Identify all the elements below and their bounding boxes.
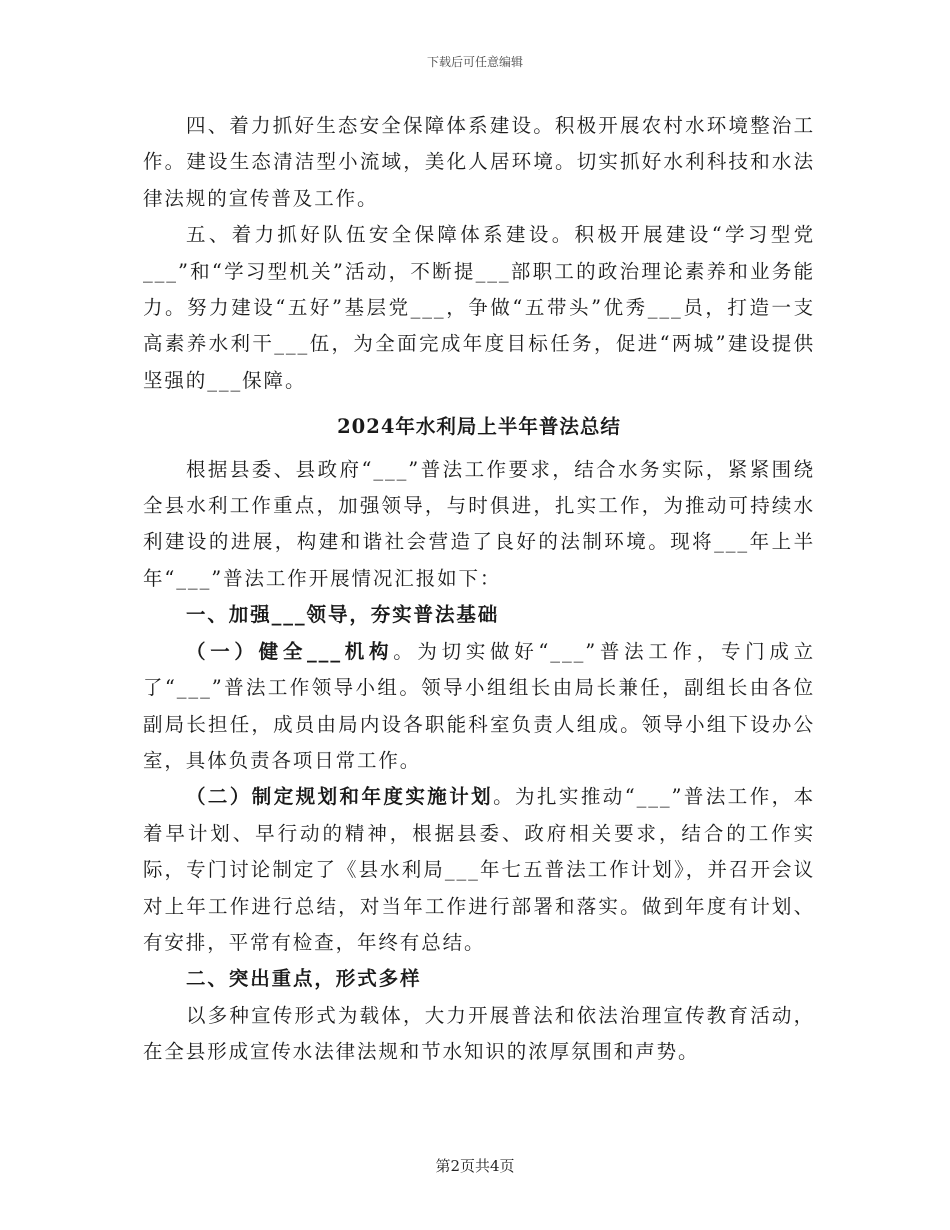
page-header: 下载后可任意编辑 <box>426 55 523 69</box>
section-heading-2: 二、突出重点，形式多样 <box>186 967 422 991</box>
paragraph-plan-text: 。为扎实推动“___”普法工作，本着早计划、早行动的精神，根据县委、政府相关要求，结合的工作实际，专门讨论制定了《县水利局___年七五普法工作计划》，并召开会议对上年工作进行总结，对当年工作进行部署和落实。做到年度有计划、有安排，平常有检查，年终有总结。 <box>143 785 815 954</box>
section-heading-1: 一、加强___领导，夯实普法基础 <box>186 603 500 627</box>
subheading-plan: （二）制定规划和年度实施计划 <box>186 785 494 809</box>
paragraph-intro: 根据县委、县政府“___”普法工作要求，结合水务实际，紧紧围绕全县水利工作重点，加强领导，与时俱进，扎实工作，为推动可持续水利建设的进展，构建和谐社会营造了良好的法制环境。现将___年上半年“___”普法工作开展情况汇报如下： <box>143 457 815 590</box>
paragraph-organization <box>143 634 815 780</box>
document-title: 2024年水利局上半年普法总结 <box>337 415 621 439</box>
paragraph-ecology: 四、着力抓好生态安全保障体系建设。积极开展农村水环境整治工作。建设生态清洁型小流域，美化人居环境。切实抓好水利科技和水法律法规的宣传普及工作。 <box>143 114 815 210</box>
paragraph-publicity: 以多种宣传形式为载体，大力开展普法和依法治理宣传教育活动，在全县形成宣传水法律法规和节水知识的浓厚氛围和声势。 <box>143 1003 815 1064</box>
document-body <box>143 108 815 1071</box>
paragraph-plan <box>143 779 815 961</box>
page-footer: 第2页共4页 <box>435 1157 515 1175</box>
paragraph-team: 五、着力抓好队伍安全保障体系建设。积极开展建设“学习型党___”和“学习型机关”活动，不断提___部职工的政治理论素养和业务能力。努力建设“五好”基层党___，争做“五带头”优秀___员，打造一支高素养水利干___伍，为全面完成年度目标任务，促进“两城”建设提供坚强的___保障。 <box>143 223 815 392</box>
subheading-organization: （一）健全___机构 <box>186 639 394 663</box>
paragraph-organization-text: 。为切实做好“___”普法工作，专门成立了“___”普法工作领导小组。领导小组组长由局长兼任，副组长由各位副局长担任，成员由局内设各职能科室负责人组成。领导小组下设办公室，具体负责各项日常工作。 <box>143 639 815 772</box>
